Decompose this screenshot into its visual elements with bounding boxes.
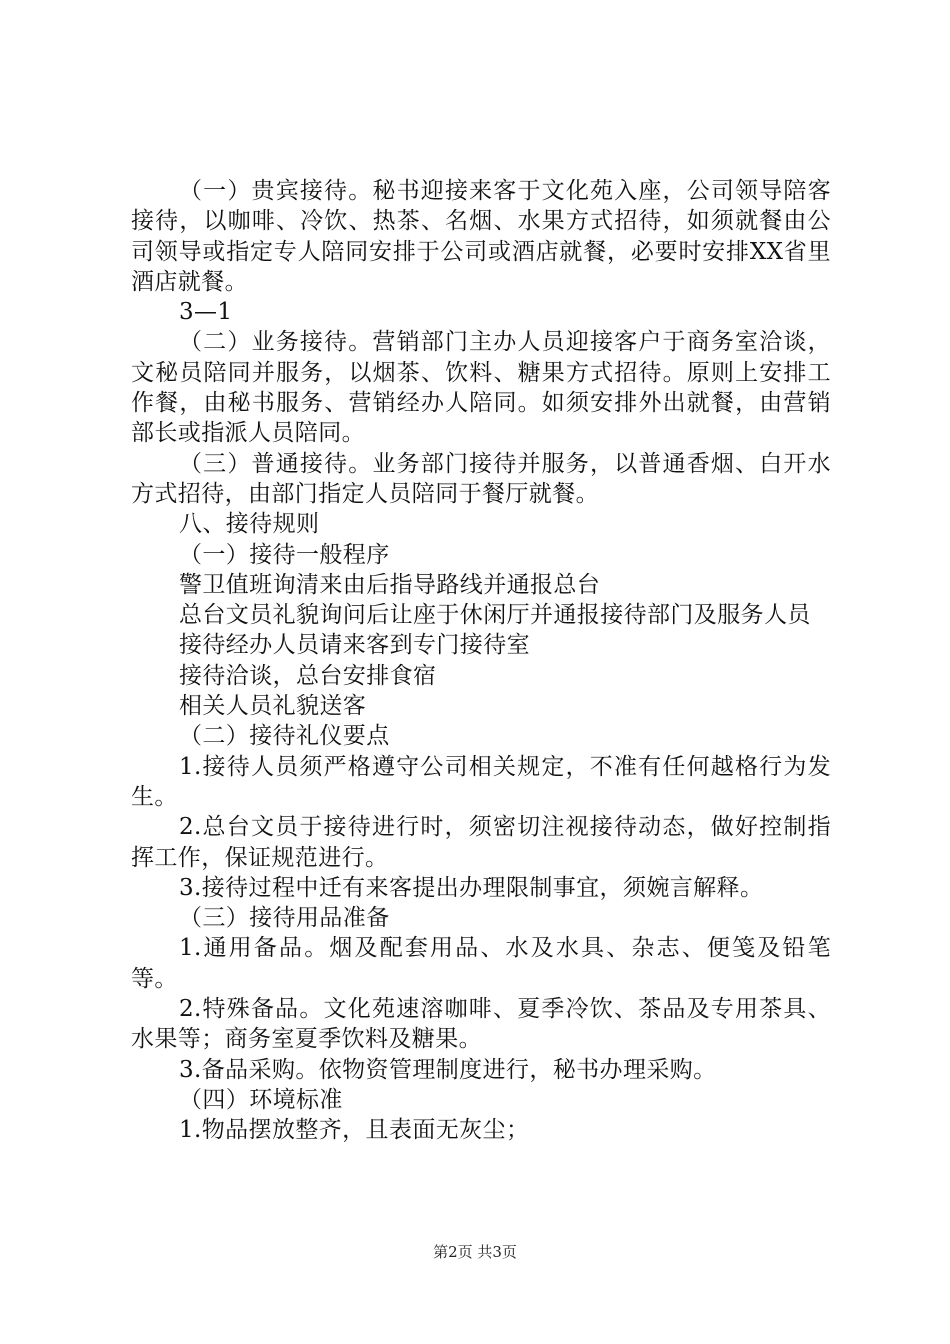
paragraph-general-reception: （三）普通接待。业务部门接待并服务，以普通香烟、白开水方式招待，由部门指定人员陪同于餐厅就餐。 xyxy=(131,450,831,507)
procedure-step: 相关人员礼貌送客 xyxy=(179,693,367,720)
list-item: 1.通用备品。烟及配套用品、水及水具、杂志、便笺及铅笔等。 xyxy=(131,935,831,992)
list-item: 1.接待人员须严格遵守公司相关规定，不准有任何越格行为发生。 xyxy=(131,753,831,810)
paragraph-section-number: 3—1 xyxy=(179,299,233,326)
subheading-environment-standards: （四）环境标准 xyxy=(179,1086,343,1113)
procedure-step: 总台文员礼貌询问后让座于休闲厅并通报接待部门及服务人员 xyxy=(179,602,811,629)
paragraph-vip-reception: （一）贵宾接待。秘书迎接来客于文化苑入座，公司领导陪客接待，以咖啡、冷饮、热茶、名烟、水果方式招待，如须就餐由公司领导或指定专人陪同安排于公司或酒店就餐，必要时安排XX省里酒店就餐。 xyxy=(131,178,831,295)
list-item: 1.物品摆放整齐，且表面无灰尘； xyxy=(179,1117,530,1144)
procedure-step: 接待经办人员请来客到专门接待室 xyxy=(179,632,530,659)
list-item: 3.备品采购。依物资管理制度进行，秘书办理采购。 xyxy=(179,1056,717,1083)
subheading-general-procedure: （一）接待一般程序 xyxy=(179,541,390,568)
section-heading-reception-rules: 八、接待规则 xyxy=(179,511,320,538)
page-number-footer: 第2页 共3页 xyxy=(433,1243,517,1261)
procedure-step: 接待洽谈，总台安排食宿 xyxy=(179,662,437,689)
subheading-etiquette-points: （二）接待礼仪要点 xyxy=(179,723,390,750)
list-item: 2.特殊备品。文化苑速溶咖啡、夏季冷饮、茶品及专用茶具、水果等；商务室夏季饮料及糖果。 xyxy=(131,996,831,1053)
list-item: 2.总台文员于接待进行时，须密切注视接待动态，做好控制指挥工作，保证规范进行。 xyxy=(131,814,831,871)
procedure-step: 警卫值班询清来由后指导路线并通报总台 xyxy=(179,571,601,598)
subheading-supplies-preparation: （三）接待用品准备 xyxy=(179,905,390,932)
paragraph-business-reception: （二）业务接待。营销部门主办人员迎接客户于商务室洽谈，文秘员陪同并服务，以烟茶、饮料、糖果方式招待。原则上安排工作餐，由秘书服务、营销经办人陪同。如须安排外出就餐，由营销部长或指派人员陪同。 xyxy=(131,329,831,447)
document-body xyxy=(131,176,831,1146)
list-item: 3.接待过程中迁有来客提出办理限制事宜，须婉言解释。 xyxy=(179,874,764,901)
